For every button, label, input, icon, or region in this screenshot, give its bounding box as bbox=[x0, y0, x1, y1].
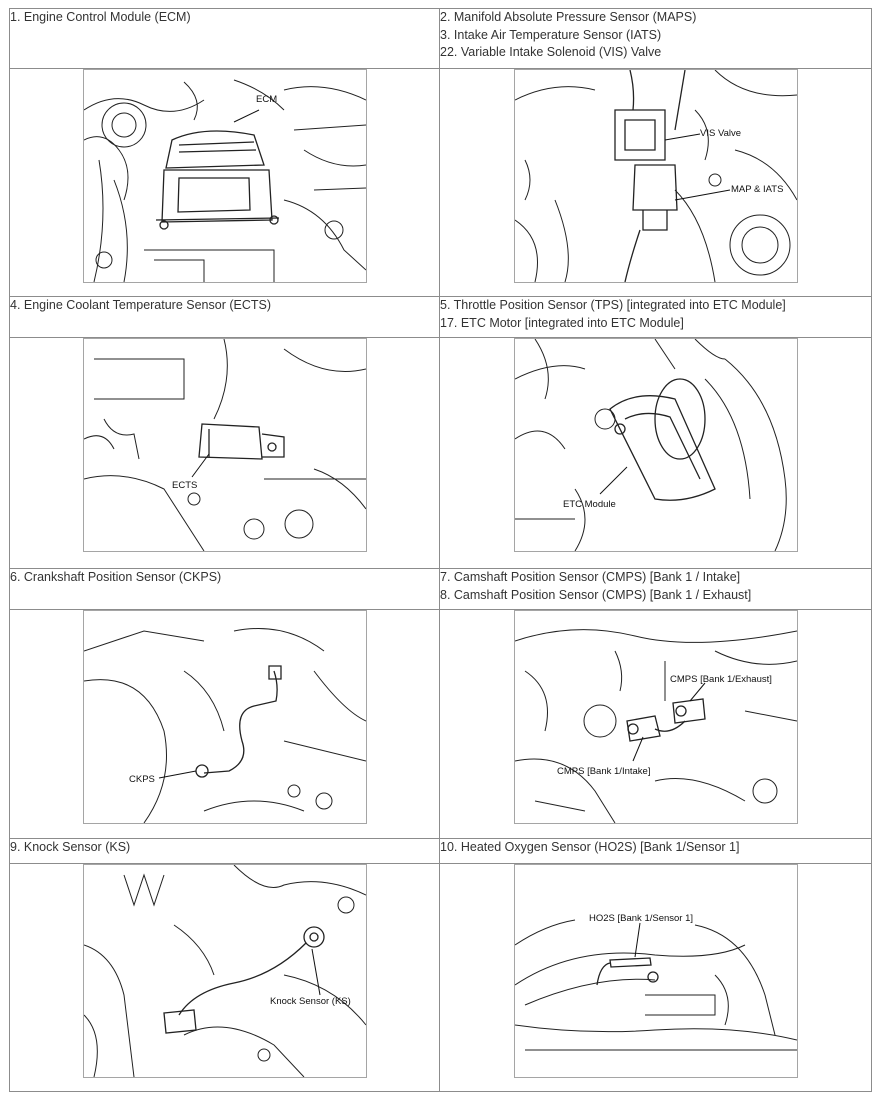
engine-bay-line-art bbox=[515, 70, 797, 282]
leader-line bbox=[635, 923, 640, 957]
image-cell bbox=[10, 864, 440, 1092]
image-row bbox=[10, 610, 872, 839]
map-iats-callout: MAP & IATS bbox=[730, 184, 783, 195]
component-label: 3. Intake Air Temperature Sensor (IATS) bbox=[440, 27, 662, 42]
engine-bay-line-art bbox=[515, 339, 786, 551]
component-label: 4. Engine Coolant Temperature Sensor (ECTS) bbox=[10, 298, 272, 312]
ho2s-sensor-part bbox=[597, 958, 658, 985]
ecm-location-illustration bbox=[83, 69, 367, 283]
image-cell bbox=[440, 338, 872, 569]
sensor-location-table bbox=[9, 8, 872, 1092]
component-label: 2. Manifold Absolute Pressure Sensor (MAPS) bbox=[440, 10, 697, 24]
cmps-exhaust-callout: CMPS [Bank 1/Exhaust] bbox=[669, 674, 772, 685]
component-label-cell bbox=[10, 297, 440, 338]
vis-valve-part bbox=[615, 70, 685, 160]
ckps-sensor-part bbox=[196, 666, 281, 777]
label-row bbox=[10, 569, 872, 610]
component-label: 6. Crankshaft Position Sensor (CKPS) bbox=[10, 570, 222, 584]
image-cell bbox=[10, 338, 440, 569]
component-label: 9. Knock Sensor (KS) bbox=[10, 840, 131, 854]
component-label: 22. Variable Intake Solenoid (VIS) Valve bbox=[440, 45, 662, 59]
component-label: 10. Heated Oxygen Sensor (HO2S) [Bank 1/Sensor 1] bbox=[440, 840, 740, 854]
label-row bbox=[10, 9, 872, 69]
component-label: 1. Engine Control Module (ECM) bbox=[10, 10, 191, 24]
ects-callout: ECTS bbox=[171, 480, 197, 491]
image-row bbox=[10, 69, 872, 297]
label-row bbox=[10, 297, 872, 338]
component-label-cell bbox=[10, 9, 440, 69]
component-label-cell bbox=[10, 569, 440, 610]
image-row bbox=[10, 864, 872, 1092]
maps-iats-vis-location-illustration bbox=[514, 69, 798, 283]
leader-line bbox=[600, 467, 627, 494]
knock-sensor-location-illustration bbox=[83, 864, 367, 1078]
knock-sensor-callout: Knock Sensor (KS) bbox=[269, 996, 351, 1007]
label-row bbox=[10, 839, 872, 864]
engine-bay-line-art bbox=[515, 920, 797, 1050]
ects-sensor-part bbox=[199, 424, 284, 459]
map-iats-sensor-part bbox=[625, 165, 677, 282]
component-label-cell bbox=[440, 297, 872, 338]
engine-bay-line-art bbox=[515, 630, 797, 823]
component-label: 7. Camshaft Position Sensor (CMPS) [Bank 1 / Intake] bbox=[440, 570, 741, 584]
component-label-cell bbox=[440, 569, 872, 610]
engine-bay-line-art bbox=[84, 629, 366, 824]
component-label: 5. Throttle Position Sensor (TPS) [integrated into ETC Module] bbox=[440, 298, 786, 312]
engine-bay-line-art bbox=[84, 865, 366, 1077]
component-label-cell bbox=[440, 839, 872, 864]
ckps-callout: CKPS bbox=[128, 774, 155, 785]
component-label-cell bbox=[10, 839, 440, 864]
component-label: 8. Camshaft Position Sensor (CMPS) [Bank 1 / Exhaust] bbox=[440, 587, 752, 602]
cmps-location-illustration bbox=[514, 610, 798, 824]
image-cell bbox=[440, 864, 872, 1092]
component-label-cell bbox=[440, 9, 872, 69]
etc-module-part bbox=[610, 379, 715, 500]
engine-bay-line-art bbox=[84, 80, 366, 282]
leader-line bbox=[312, 949, 320, 995]
leader-line bbox=[690, 683, 705, 701]
component-label: 17. ETC Motor [integrated into ETC Module] bbox=[440, 315, 684, 330]
leader-line bbox=[665, 134, 700, 140]
image-cell bbox=[440, 610, 872, 839]
etc-module-location-illustration bbox=[514, 338, 798, 552]
ects-location-illustration bbox=[83, 338, 367, 552]
vis-valve-callout: VIS Valve bbox=[699, 128, 741, 139]
ckps-location-illustration bbox=[83, 610, 367, 824]
ecm-callout: ECM bbox=[255, 94, 277, 105]
knock-sensor-part bbox=[164, 927, 324, 1033]
cmps-intake-callout: CMPS [Bank 1/Intake] bbox=[556, 766, 650, 777]
ho2s-location-illustration bbox=[514, 864, 798, 1078]
image-cell bbox=[440, 69, 872, 297]
ho2s-callout: HO2S [Bank 1/Sensor 1] bbox=[588, 913, 693, 924]
leader-line bbox=[234, 110, 259, 122]
image-cell bbox=[10, 610, 440, 839]
engine-bay-line-art bbox=[84, 339, 366, 551]
image-row bbox=[10, 338, 872, 569]
leader-line bbox=[675, 190, 730, 200]
image-cell bbox=[10, 69, 440, 297]
etc-module-callout: ETC Module bbox=[562, 499, 616, 510]
ecm-unit bbox=[156, 131, 279, 229]
cmps-sensor-parts bbox=[627, 699, 705, 741]
